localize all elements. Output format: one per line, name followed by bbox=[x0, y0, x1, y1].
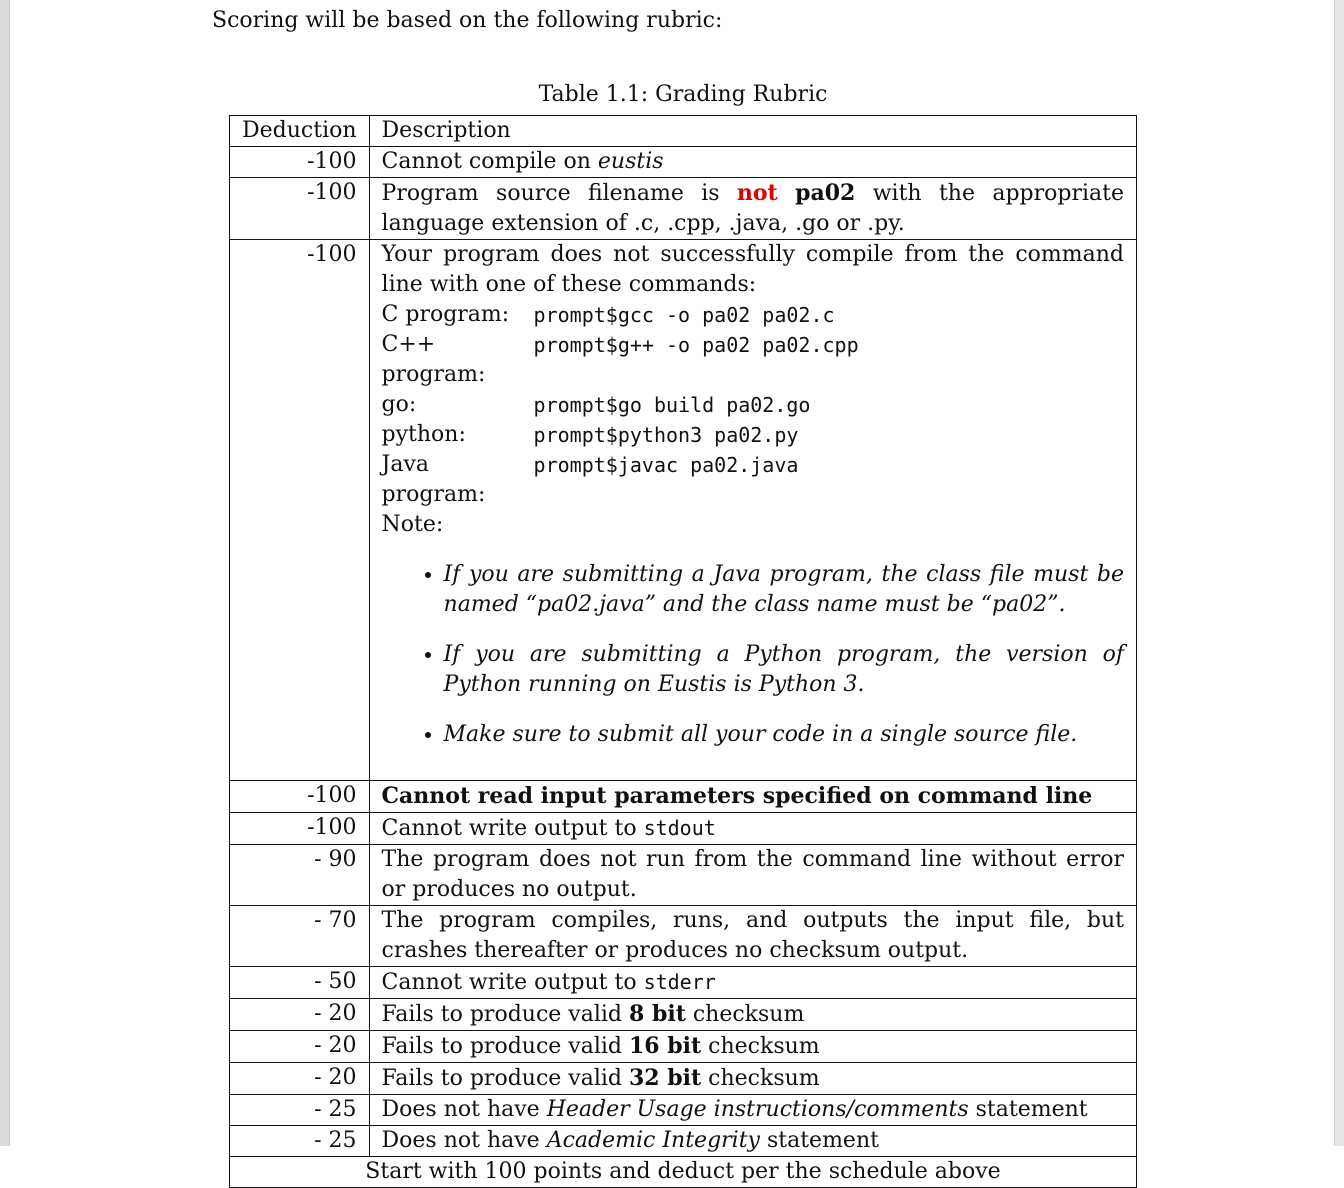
deduction-cell: - 20 bbox=[230, 1063, 370, 1095]
deduction-cell: - 50 bbox=[230, 967, 370, 999]
list-item: • If you are submitting a Python program, the version of Python running on Eustis is Python 3. bbox=[444, 640, 1124, 700]
description-cell: Your program does not successfully compile from the command line with one of these commands: C program: prompt$gcc -o pa02 pa02.c C++ program: prompt$g++ -o pa02 pa02.cpp go: prompt$go build pa02.go python: prompt$python3 pa02.py Java program: prompt$javac pa02.java Note: • If you are submitting a Java program, the class file must be named “pa02.java” and the class name must be “pa02”. • If you are submitting a Python program, the version of Python running on Eustis is Python 3. • Make sure to submit all your code in a single source file. bbox=[369, 240, 1136, 781]
header-description: Description bbox=[369, 116, 1136, 147]
command-label: Java program: bbox=[381, 452, 486, 507]
command-code: prompt$go build pa02.go bbox=[533, 393, 811, 417]
deduction-cell: -100 bbox=[230, 178, 370, 240]
left-margin-bar bbox=[0, 0, 10, 1146]
filename-emphasis: pa02 bbox=[795, 180, 856, 206]
table-row bbox=[230, 781, 1137, 813]
table-row bbox=[230, 999, 1137, 1031]
list-item: • Make sure to submit all your code in a single source file. bbox=[444, 720, 1124, 750]
deduction-cell: - 90 bbox=[230, 845, 370, 906]
table-row bbox=[230, 906, 1137, 967]
compile-commands bbox=[382, 300, 1124, 510]
footer-note: Start with 100 points and deduct per the schedule above bbox=[230, 1157, 1137, 1188]
table-header-row bbox=[230, 116, 1137, 147]
table-row bbox=[230, 240, 1137, 781]
description-cell: Cannot write output to stderr bbox=[369, 967, 1136, 999]
right-scrollbar[interactable] bbox=[1334, 0, 1344, 1146]
command-label: python: bbox=[381, 422, 466, 447]
deduction-cell: -100 bbox=[230, 813, 370, 845]
description-cell: Does not have Academic Integrity statement bbox=[369, 1126, 1136, 1157]
intro-text: Scoring will be based on the following rubric: bbox=[212, 8, 723, 33]
command-code: prompt$g++ -o pa02 pa02.cpp bbox=[533, 333, 859, 357]
description-cell: Cannot read input parameters specified on command line bbox=[369, 781, 1136, 813]
command-code: prompt$javac pa02.java bbox=[533, 453, 799, 477]
table-row bbox=[230, 1031, 1137, 1063]
description-cell: Does not have Header Usage instructions/comments statement bbox=[369, 1095, 1136, 1126]
table-footer-row bbox=[230, 1157, 1137, 1188]
description-cell: Fails to produce valid 16 bit checksum bbox=[369, 1031, 1136, 1063]
note-label: Note: bbox=[381, 512, 444, 537]
deduction-cell: - 25 bbox=[230, 1095, 370, 1126]
table-row bbox=[230, 1126, 1137, 1157]
table-row bbox=[230, 1063, 1137, 1095]
notes-list bbox=[382, 560, 1124, 750]
deduction-cell: -100 bbox=[230, 240, 370, 781]
description-cell: Program source filename is not pa02 with the appropriate language extension of .c, .cpp, .java, .go or .py. bbox=[369, 178, 1136, 240]
table-row bbox=[230, 147, 1137, 178]
deduction-cell: -100 bbox=[230, 781, 370, 813]
description-cell: Cannot compile on eustis bbox=[369, 147, 1136, 178]
description-cell: Fails to produce valid 32 bit checksum bbox=[369, 1063, 1136, 1095]
table-row bbox=[230, 178, 1137, 240]
deduction-cell: - 25 bbox=[230, 1126, 370, 1157]
not-emphasis: not bbox=[736, 180, 778, 206]
grading-rubric-table bbox=[229, 115, 1137, 1188]
command-label: go: bbox=[381, 392, 417, 417]
table-row bbox=[230, 845, 1137, 906]
deduction-cell: - 20 bbox=[230, 999, 370, 1031]
description-cell: Fails to produce valid 8 bit checksum bbox=[369, 999, 1136, 1031]
deduction-cell: - 70 bbox=[230, 906, 370, 967]
description-cell: Cannot write output to stdout bbox=[369, 813, 1136, 845]
description-cell: The program does not run from the command line without error or produces no output. bbox=[369, 845, 1136, 906]
command-label: C program: bbox=[381, 302, 510, 327]
list-item: • If you are submitting a Java program, the class file must be named “pa02.java” and the class name must be “pa02”. bbox=[444, 560, 1124, 620]
deduction-cell: -100 bbox=[230, 147, 370, 178]
deduction-cell: - 20 bbox=[230, 1031, 370, 1063]
command-code: prompt$gcc -o pa02 pa02.c bbox=[533, 303, 835, 327]
description-cell: The program compiles, runs, and outputs the input file, but crashes thereafter or produces no checksum output. bbox=[369, 906, 1136, 967]
command-label: C++ program: bbox=[381, 332, 486, 387]
table-caption: Table 1.1: Grading Rubric bbox=[538, 82, 828, 107]
table-row bbox=[230, 813, 1137, 845]
command-code: prompt$python3 pa02.py bbox=[533, 423, 799, 447]
table-row bbox=[230, 1095, 1137, 1126]
table-row bbox=[230, 967, 1137, 999]
header-deduction: Deduction bbox=[230, 116, 370, 147]
